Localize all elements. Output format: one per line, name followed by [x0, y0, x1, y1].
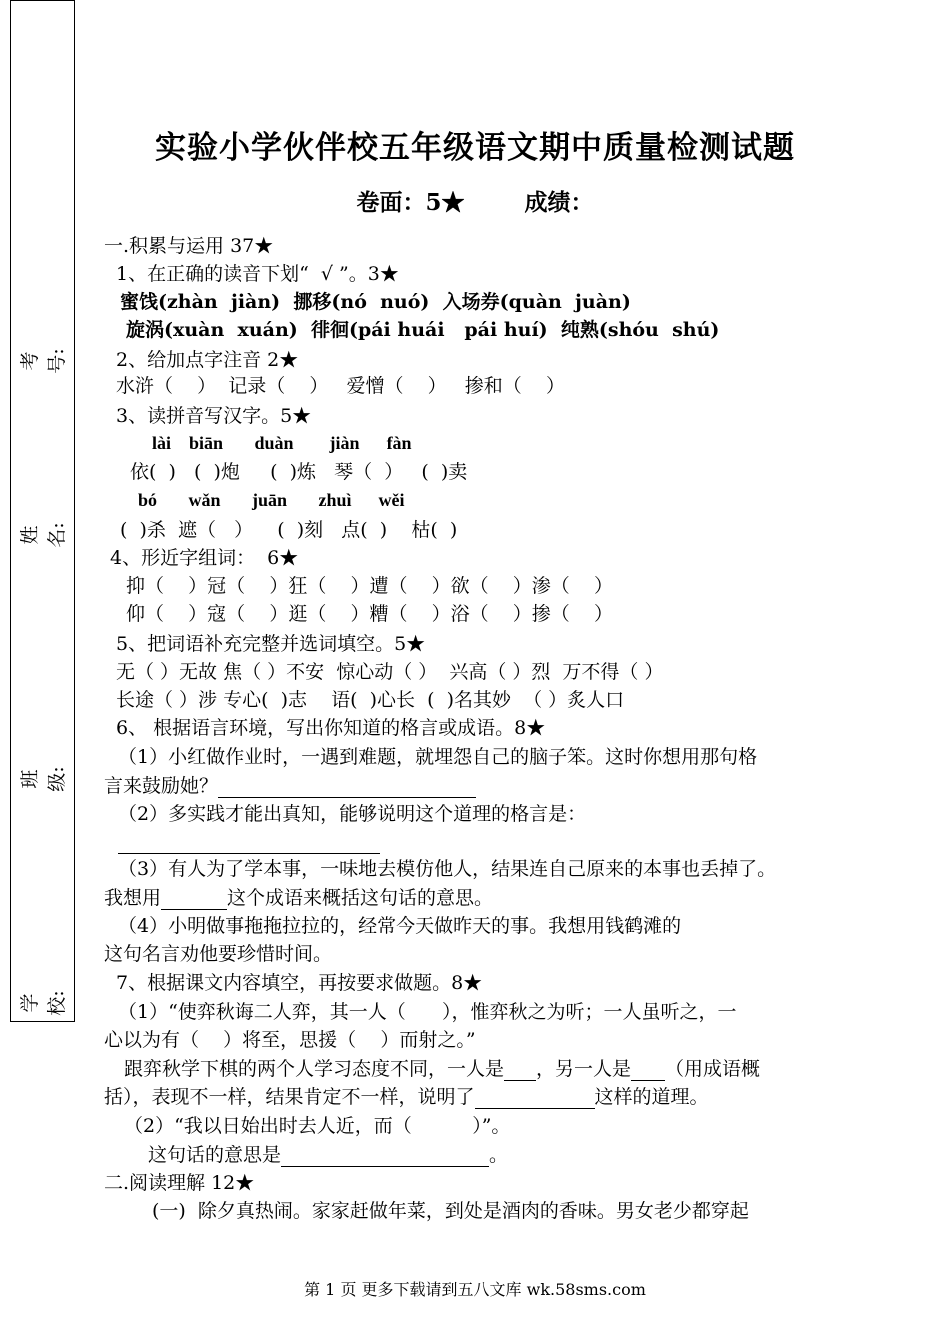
question-7-1-text-d: 括），表现不一样，结果肯定不一样，说明了 — [104, 1086, 475, 1108]
answer-blank[interactable] — [475, 1090, 595, 1109]
question-2: 2、给加点字注音 2★ — [116, 349, 299, 371]
class-label: 班级: — [19, 766, 68, 792]
page-title: 实验小学伙伴校五年级语文期中质量检测试题 — [155, 130, 795, 166]
section-1-heading: 一.积累与运用 37★ — [104, 235, 274, 257]
neatness-score: 卷面：5★ — [356, 189, 465, 216]
section-2-heading: 二.阅读理解 12★ — [104, 1172, 255, 1194]
question-7-3 — [148, 1143, 508, 1167]
question-6-2-blank-line — [118, 830, 380, 854]
question-6-1-text: 言来鼓励她？ — [104, 775, 219, 797]
page-subtitle — [0, 184, 950, 217]
question-6-4-line-a: （4）小明做事拖拖拉拉的，经常今天做昨天的事。我想用钱鹤滩的 — [118, 915, 682, 937]
school-label: 学校: — [19, 990, 68, 1016]
answer-blank[interactable] — [631, 1062, 665, 1081]
reading-passage-1: (一) 除夕真热闹。家家赶做年菜，到处是酒肉的香味。男女老少都穿起 — [152, 1200, 749, 1222]
question-7-1-line-b: 心以为有（ ）将至，思援（ ）而射之。” — [104, 1029, 476, 1051]
question-4: 4、形近字组词： 6★ — [110, 547, 299, 569]
question-4-line-b: 仰（ ）寇（ ）逛（ ）糟（ ）浴（ ）掺（ ） — [126, 603, 613, 625]
question-1: 1、在正确的读音下划“ √ ”。3★ — [116, 263, 399, 285]
question-7-1-text-c: （用成语概 — [665, 1058, 761, 1080]
question-3: 3、读拼音写汉字。5★ — [116, 405, 312, 427]
question-6-3-line-a: （3）有人为了学本事，一味地去模仿他人，结果连自己原来的本事也丢掉了。 — [118, 858, 777, 880]
question-3-pinyin-2: bó wǎn juān zhuì wěi — [138, 490, 405, 510]
answer-blank[interactable] — [118, 835, 380, 854]
question-1-line-a: 蜜饯(zhàn jiàn) 挪移(nó nuó) 入场券(quàn juàn) — [120, 291, 631, 313]
question-7-3-text: 这句话的意思是 — [148, 1144, 282, 1166]
question-7-1-text-a: 跟弈秋学下棋的两个人学习态度不同，一人是 — [124, 1058, 505, 1080]
question-7-1-line-a: （1）“使弈秋诲二人弈，其一人（ ），惟弈秋之为听；一人虽听之，一 — [118, 1001, 737, 1023]
question-5-line-b: 长途（ ）涉 专心( )志 语( )心长 ( )名其妙 （ ）炙人口 — [116, 689, 625, 711]
question-4-line-a: 抑（ ）冠（ ）狂（ ）遭（ ）欲（ ）渗（ ） — [126, 575, 613, 597]
answer-blank[interactable] — [504, 1062, 536, 1081]
question-7-3-end: 。 — [489, 1144, 509, 1166]
question-6-4-line-b: 这句名言劝他要珍惜时间。 — [104, 943, 333, 965]
score-label: 成绩： — [524, 189, 594, 216]
question-5-line-a: 无（ ）无故 焦（ ）不安 惊心动（ ） 兴高（ ）烈 万不得（ ） — [116, 661, 664, 683]
question-6-1-line-b — [104, 774, 476, 798]
answer-blank[interactable] — [218, 779, 476, 798]
question-3-pinyin-1: lài biān duàn jiàn fàn — [152, 433, 412, 453]
question-6-3-line-b — [104, 886, 493, 910]
question-6-1-line-a: （1）小红做作业时，一遇到难题，就埋怨自己的脑子笨。这时你想用那句格 — [118, 746, 758, 768]
question-6-3-text-b: 这个成语来概括这句话的意思。 — [227, 887, 494, 909]
answer-blank[interactable] — [281, 1148, 489, 1167]
question-7-1-text-b: ，另一人是 — [536, 1058, 632, 1080]
question-7-1-line-c — [124, 1057, 760, 1081]
question-5: 5、把词语补充完整并选词填空。5★ — [116, 633, 426, 655]
question-1-line-b: 旋涡(xuàn xuán) 徘徊(pái huái pái huí) 纯熟(shóu shú) — [126, 319, 720, 341]
question-7: 7、根据课文内容填空，再按要求做题。8★ — [116, 972, 483, 994]
exam-number-label: 考号: — [19, 348, 68, 374]
question-6-3-text-a: 我想用 — [104, 887, 162, 909]
question-2-line: 水浒（ ） 记录（ ） 爱憎（ ） 掺和（ ） — [116, 375, 565, 397]
question-3-line-b: ( )杀 遮（ ） ( )刻 点( ) 枯( ) — [120, 519, 458, 541]
name-label: 姓名: — [19, 522, 68, 548]
question-6: 6、 根据语言环境，写出你知道的格言或成语。8★ — [116, 717, 546, 739]
question-7-1-line-d — [104, 1085, 709, 1109]
question-6-2: （2）多实践才能出真知，能够说明这个道理的格言是： — [118, 803, 587, 825]
question-7-2: （2）“我以日始出时去人近，而（ ）”。 — [124, 1115, 511, 1137]
question-7-1-text-e: 这样的道理。 — [594, 1086, 709, 1108]
answer-blank[interactable] — [161, 891, 227, 910]
question-3-line-a: 依( ) ( )炮 ( )炼 琴（ ） ( )卖 — [130, 461, 468, 483]
page-footer: 第 1 页 更多下载请到五八文库 wk.58sms.com — [304, 1280, 646, 1299]
